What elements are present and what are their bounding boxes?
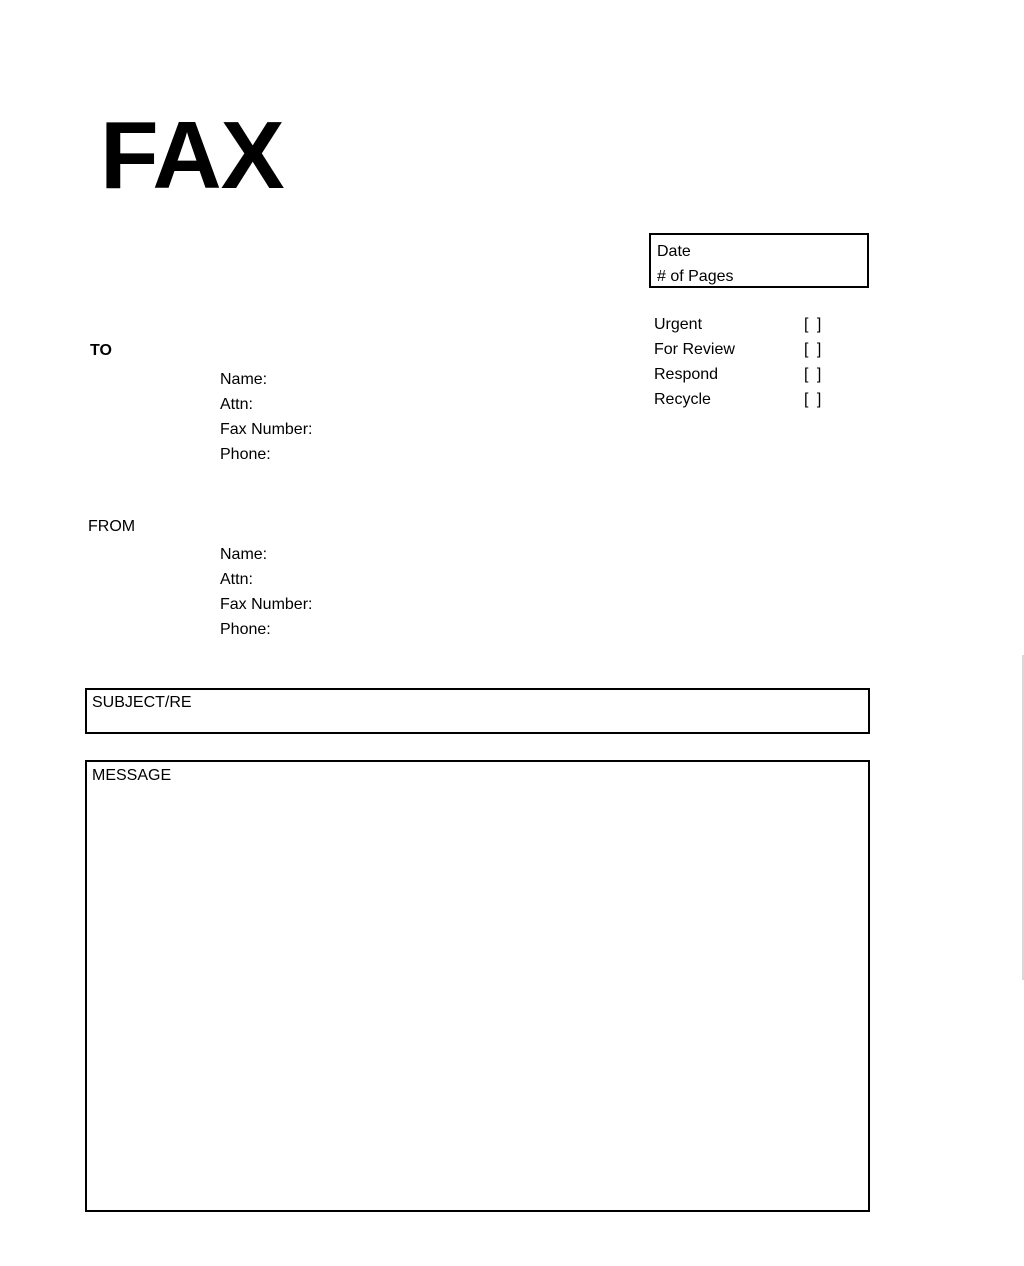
option-recycle[interactable] bbox=[654, 391, 869, 416]
checkbox-for-review[interactable]: [ ] bbox=[804, 341, 824, 358]
from-section-heading: FROM bbox=[88, 518, 136, 535]
option-respond[interactable] bbox=[654, 366, 869, 391]
to-fields bbox=[220, 367, 312, 467]
page-title: FAX bbox=[100, 102, 284, 209]
message-label: MESSAGE bbox=[92, 767, 172, 784]
page-count-label[interactable]: # of Pages bbox=[657, 268, 734, 285]
option-respond-label: Respond bbox=[654, 366, 719, 383]
to-phone-label[interactable]: Phone: bbox=[220, 446, 271, 463]
option-recycle-label: Recycle bbox=[654, 391, 711, 408]
from-phone-label[interactable]: Phone: bbox=[220, 621, 271, 638]
fax-options-list bbox=[654, 316, 869, 416]
to-name-label[interactable]: Name: bbox=[220, 371, 268, 388]
from-fields bbox=[220, 542, 312, 642]
checkbox-urgent[interactable]: [ ] bbox=[804, 316, 824, 333]
subject-label: SUBJECT/RE bbox=[92, 694, 192, 711]
from-name-label[interactable]: Name: bbox=[220, 546, 268, 563]
checkbox-respond[interactable]: [ ] bbox=[804, 366, 824, 383]
date-pages-box bbox=[649, 233, 869, 288]
option-for-review[interactable] bbox=[654, 341, 869, 366]
option-urgent-label: Urgent bbox=[654, 316, 703, 333]
to-attn-label[interactable]: Attn: bbox=[220, 396, 253, 413]
from-attn-label[interactable]: Attn: bbox=[220, 571, 253, 588]
date-label[interactable]: Date bbox=[657, 243, 691, 260]
message-field[interactable] bbox=[85, 760, 870, 1212]
checkbox-recycle[interactable]: [ ] bbox=[804, 391, 824, 408]
from-fax-number-label[interactable]: Fax Number: bbox=[220, 596, 313, 613]
subject-field[interactable] bbox=[85, 688, 870, 734]
to-section-heading: TO bbox=[90, 342, 112, 359]
option-urgent[interactable] bbox=[654, 316, 869, 341]
option-for-review-label: For Review bbox=[654, 341, 735, 358]
to-fax-number-label[interactable]: Fax Number: bbox=[220, 421, 313, 438]
